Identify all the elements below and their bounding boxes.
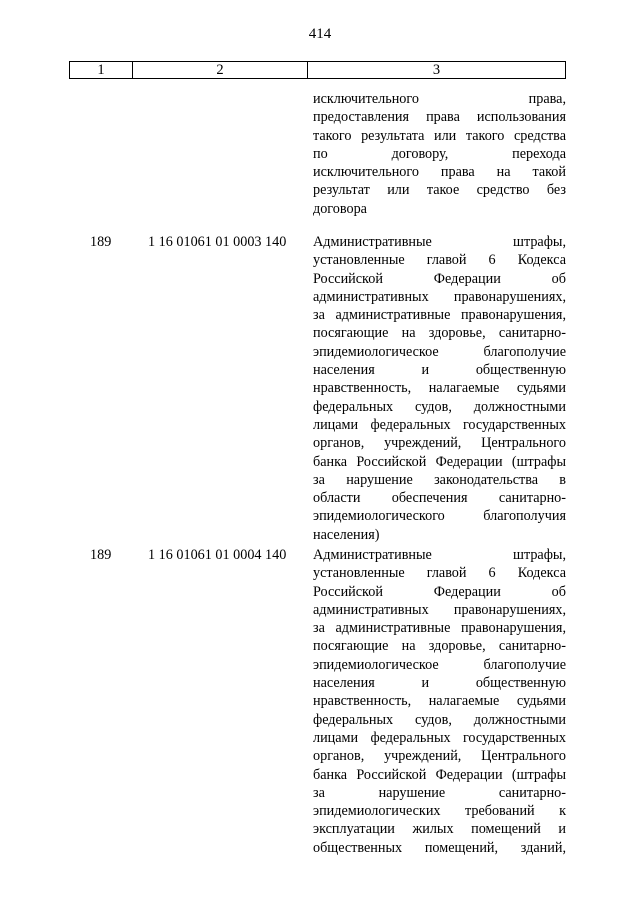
page-number: 414 (308, 26, 332, 42)
text-line: установленные главой 6 Кодекса (313, 252, 566, 269)
row-2-code: 189 (90, 547, 112, 563)
text-line: предоставления права использования (313, 109, 566, 126)
text-line: федеральных судов, должностными (313, 711, 566, 728)
header-col-3: 3 (432, 62, 441, 78)
text-line: эпидемиологическое благополучие (313, 343, 566, 360)
text-line: населения и общественную (313, 362, 566, 379)
text-line: эксплуатации жилых помещений и (313, 821, 566, 838)
text-line: эпидемиологических требований к (313, 803, 566, 820)
text-line: посягающие на здоровье, санитарно- (313, 638, 566, 655)
row-1-description (313, 233, 566, 544)
text-line: нравственность, налагаемые судьями (313, 380, 566, 397)
text-line: населения) (313, 526, 380, 543)
text-line: договора (313, 200, 367, 217)
text-line: области обеспечения санитарно- (313, 490, 566, 507)
text-line: Административные штрафы, (313, 547, 566, 563)
text-line: органов, учреждений, Центрального (313, 748, 566, 765)
text-line: за нарушение законодательства в (313, 471, 566, 488)
continuation-text (313, 90, 566, 218)
text-line: по договору, перехода (313, 145, 566, 162)
text-line: Административные штрафы, (313, 234, 566, 250)
text-line: нравственность, налагаемые судьями (313, 693, 566, 710)
text-line: лицами федеральных государственных (313, 416, 566, 433)
text-line: населения и общественную (313, 675, 566, 692)
text-line: исключительного права, (313, 91, 566, 107)
text-line: такого результата или такого средства (313, 127, 566, 144)
text-line: за нарушение санитарно- (313, 784, 566, 801)
text-line: Российской Федерации об (313, 583, 566, 600)
text-line: административных правонарушениях, (313, 288, 566, 305)
text-line: за административные правонарушения, (313, 620, 566, 637)
table-header (69, 61, 566, 79)
text-line: установленные главой 6 Кодекса (313, 565, 566, 582)
row-1-code: 189 (90, 234, 112, 250)
row-2-description (313, 546, 566, 857)
text-line: административных правонарушениях, (313, 601, 566, 618)
text-line: банка Российской Федерации (штрафы (313, 766, 566, 783)
text-line: лицами федеральных государственных (313, 729, 566, 746)
text-line: результат или такое средство без (313, 182, 566, 199)
row-1-kbk: 1 16 01061 01 0003 140 (148, 234, 287, 250)
row-2-kbk: 1 16 01061 01 0004 140 (148, 547, 287, 563)
text-line: федеральных судов, должностными (313, 398, 566, 415)
text-line: эпидемиологического благополучия (313, 508, 566, 525)
text-line: Российской Федерации об (313, 270, 566, 287)
text-line: посягающие на здоровье, санитарно- (313, 325, 566, 342)
text-line: органов, учреждений, Центрального (313, 435, 566, 452)
text-line: исключительного права на такой (313, 164, 566, 181)
text-line: за административные правонарушения, (313, 307, 566, 324)
header-col-1: 1 (70, 62, 133, 78)
header-col-2: 2 (133, 62, 308, 78)
text-line: эпидемиологическое благополучие (313, 656, 566, 673)
text-line: банка Российской Федерации (штрафы (313, 453, 566, 470)
text-line: общественных помещений, зданий, (313, 839, 566, 856)
